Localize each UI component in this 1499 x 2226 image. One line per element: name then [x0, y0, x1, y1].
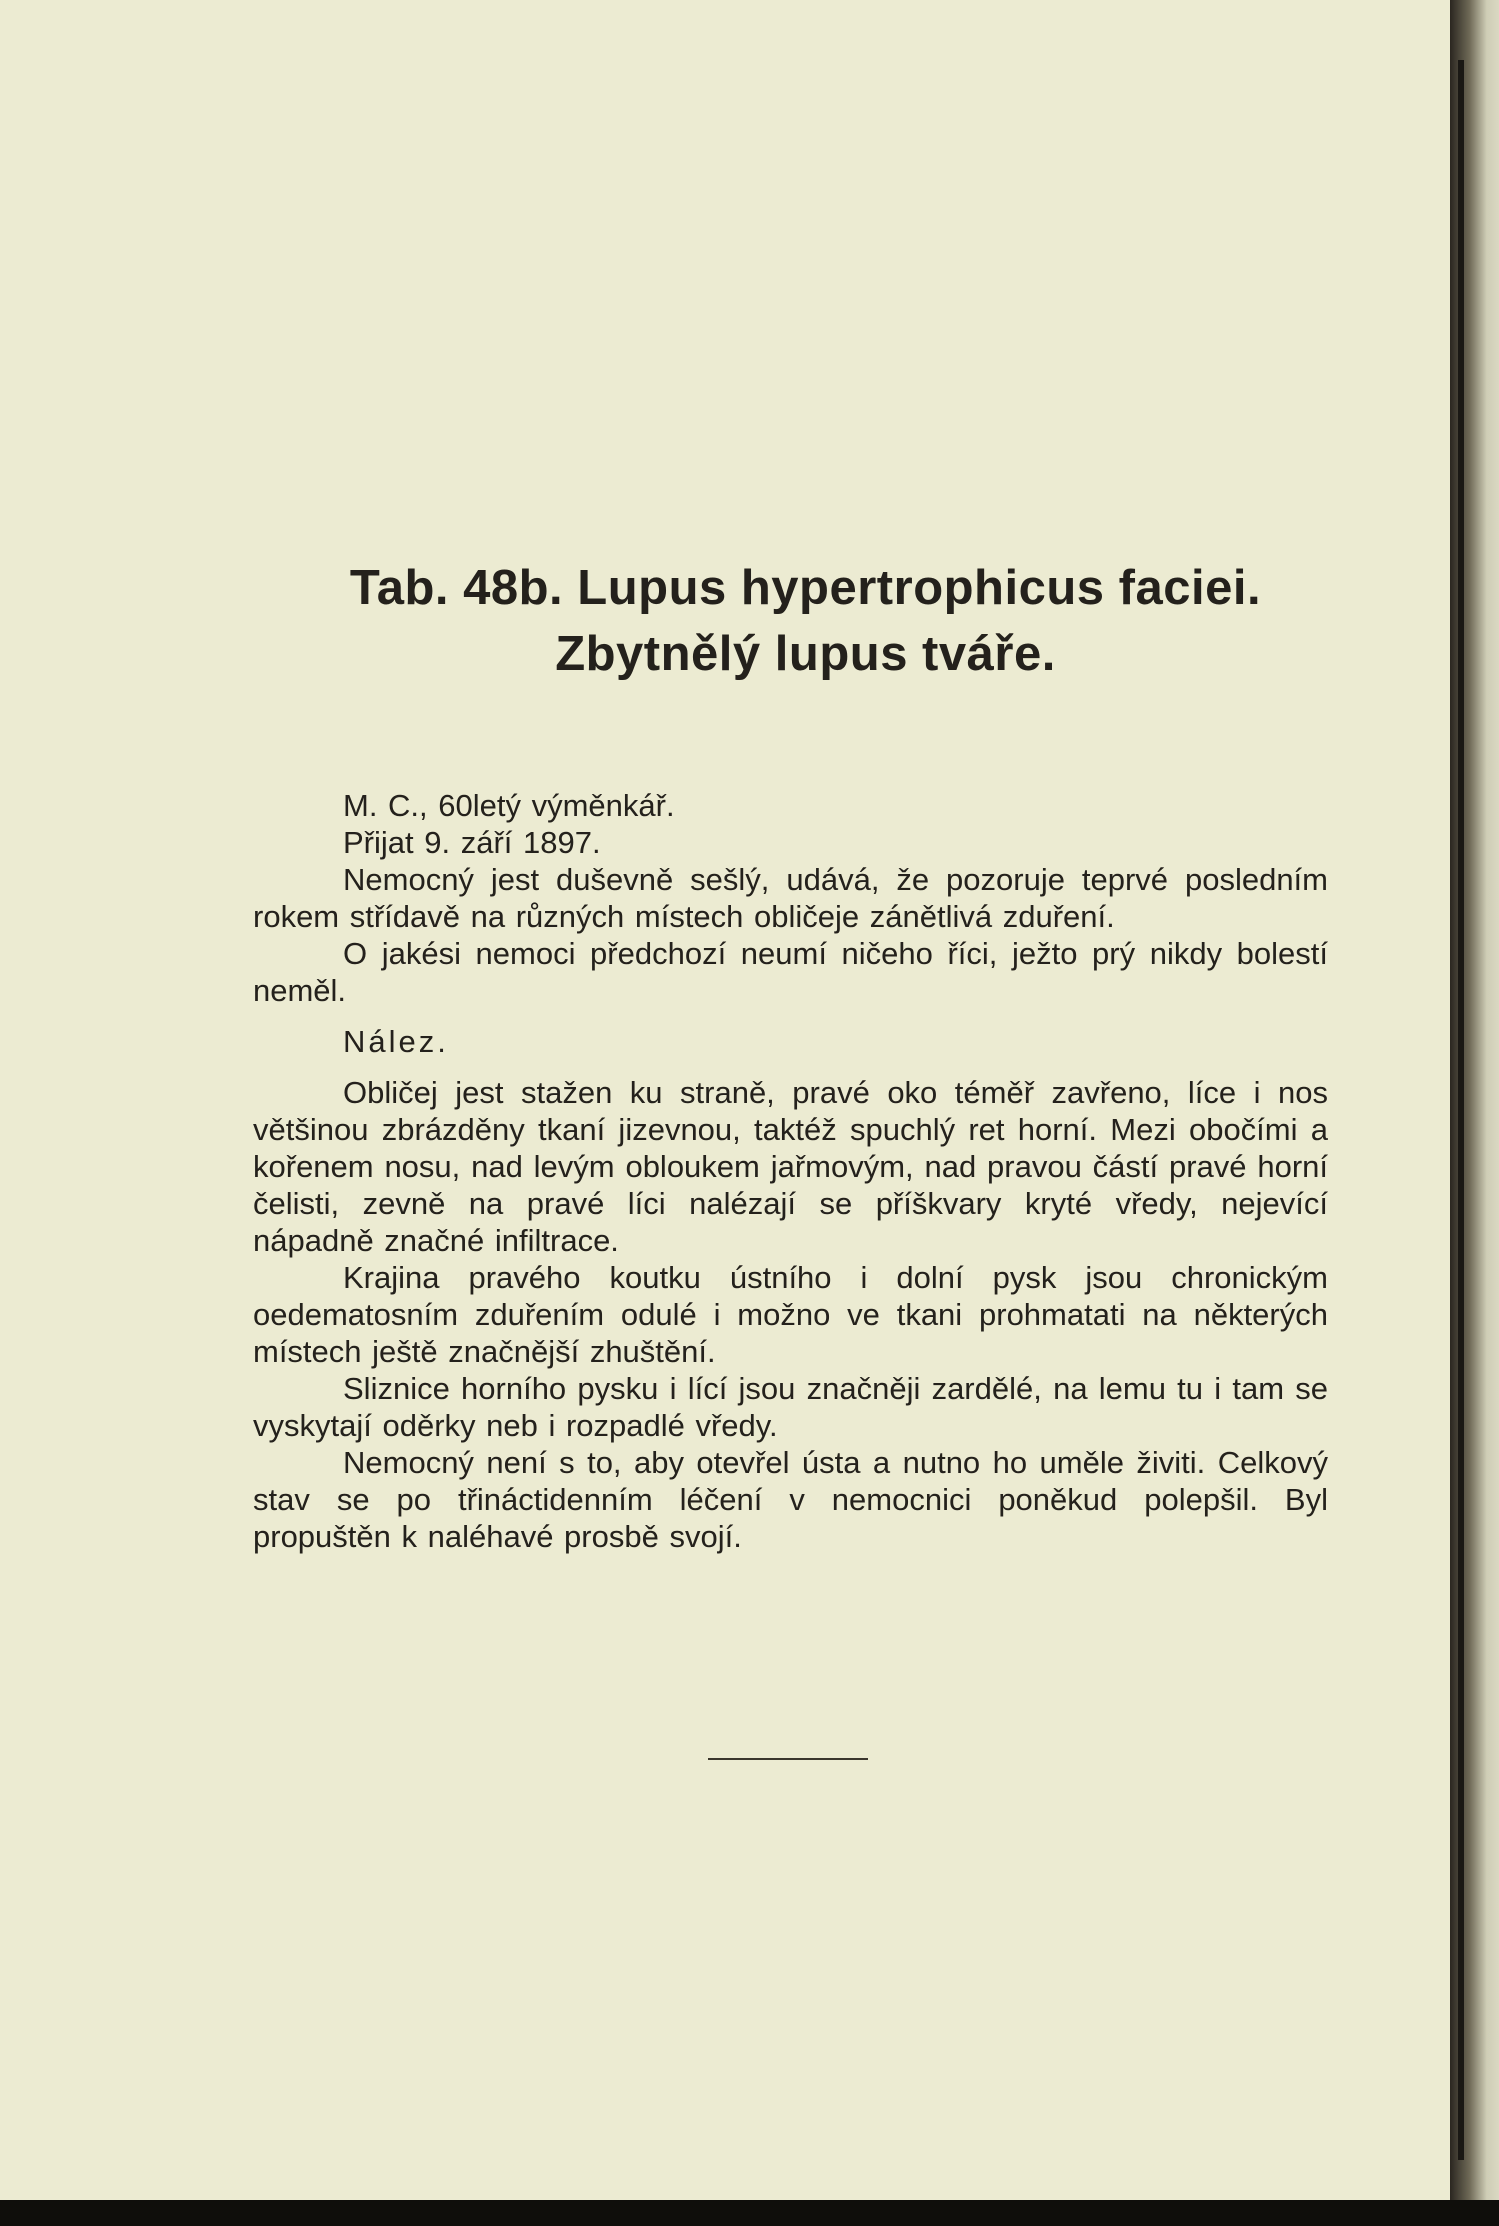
- case-text: [253, 787, 1328, 1555]
- findings-paragraph: Nemocný není s to, aby otevřel ústa a nutno ho uměle živiti. Celkový stav se po třináctidenním léčení v nemocnici poněkud polepšil. Byl propuštěn k naléhavé prosbě svojí.: [253, 1445, 1328, 1554]
- findings-paragraph: Krajina pravého koutku ústního i dolní pysk jsou chronickým oedematosním zduřením odulé i možno ve tkani prohmatati na některých místech ještě značnější zhuštění.: [253, 1260, 1328, 1369]
- findings-paragraph: Obličej jest stažen ku straně, pravé oko téměř zavřeno, líce i nos většinou zbrázděny tkaní jizevnou, taktéž spuchlý ret horní. Mezi obočími a kořenem nosu, nad levým obloukem jařmovým, nad pravou částí pravé horní čelisti, zevně na pravé líci nalézají se příškvary kryté vředy, nejevící nápadně značné infiltrace.: [253, 1075, 1328, 1258]
- findings-heading: Nález.: [343, 1024, 449, 1059]
- findings-paragraph: Sliznice horního pysku i lící jsou značněji zardělé, na lemu tu i tam se vyskytají oděrky neb i rozpadlé vředy.: [253, 1371, 1328, 1443]
- admission-date: Přijat 9. září 1897.: [343, 825, 601, 860]
- book-spine-edge: [1450, 0, 1499, 2226]
- patient-identity: M. C., 60letý výměnkář.: [343, 788, 675, 823]
- title-latin: Tab. 48b. Lupus hypertrophicus faciei.: [349, 561, 1262, 615]
- spine-shadow: [1458, 60, 1464, 2160]
- page-content: [253, 555, 1328, 1555]
- scan-border: [0, 2200, 1499, 2226]
- title-czech: Zbytnělý lupus tváře.: [555, 627, 1056, 681]
- history-paragraph: Nemocný jest duševně sešlý, udává, že pozoruje teprvé posledním rokem střídavě na různých místech obličeje zánětlivá zduření.: [253, 862, 1328, 934]
- plate-title: [253, 555, 1328, 687]
- end-rule: [708, 1758, 868, 1760]
- history-paragraph: O jakési nemoci předchozí neumí ničeho říci, ježto prý nikdy bolestí neměl.: [253, 936, 1328, 1008]
